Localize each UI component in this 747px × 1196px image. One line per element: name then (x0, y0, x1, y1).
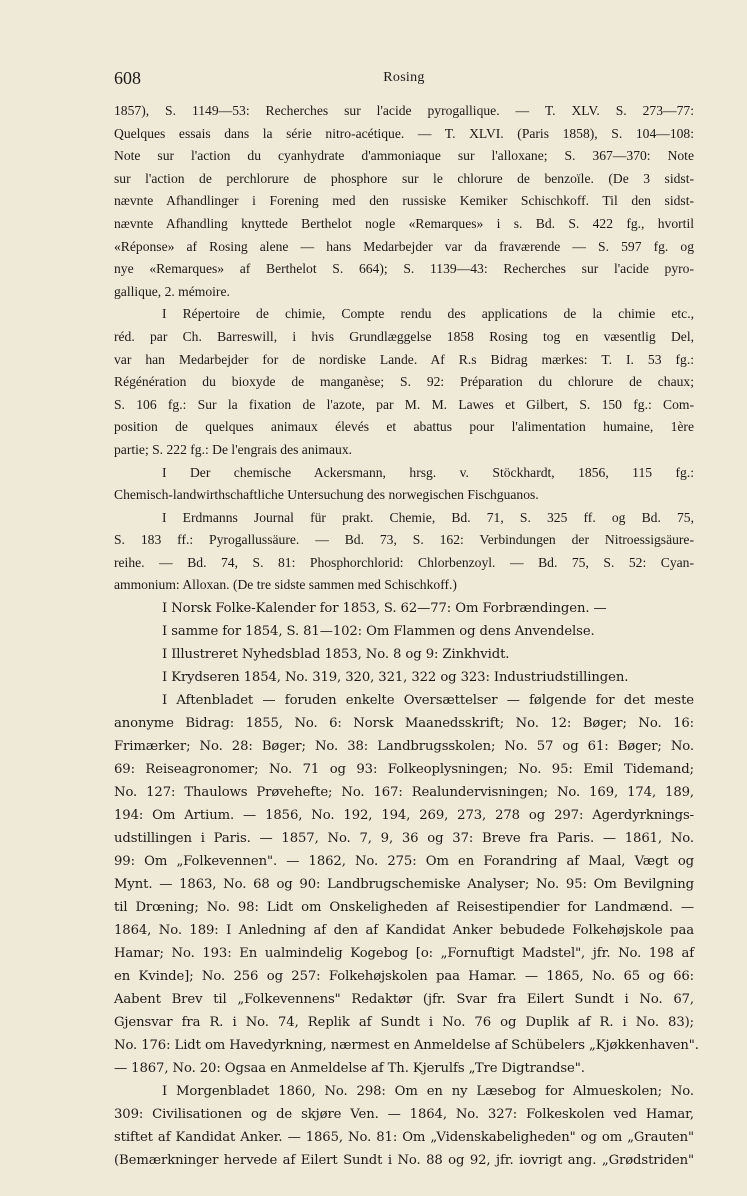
text-line: I Norsk Folke-Kalender for 1853, S. 62—77: Om Forbrændingen. — (162, 601, 607, 617)
text-line: 69: Reiseagronomer; No. 71 og 93: Folkeoplysningen; No. 95: Emil Tidemand; (114, 762, 694, 778)
text-line: gallique, 2. mémoire. (114, 283, 230, 299)
text-line: 194: Om Artium. — 1856, No. 192, 194, 269, 273, 278 og 297: Agerdyrknings- (114, 808, 694, 824)
text-line: sur l'action de perchlorure de phosphore sur le chlorure de benzoïle. (De 3 sidst- (114, 170, 694, 186)
text-line: I Erdmanns Journal für prakt. Chemie, Bd. 71, S. 325 ff. og Bd. 75, (162, 509, 694, 525)
page-header (114, 68, 694, 94)
paragraph-repertoire-de-chimie (114, 303, 694, 461)
text-line: Aabent Brev til „Folkevennens" Redaktør (jfr. Svar fra Eilert Sundt i No. 67, (114, 992, 694, 1008)
text-line: No. 127: Thaulows Prøvehefte; No. 167: Realundervisningen; No. 169, 174, 189, (114, 785, 694, 801)
text-line: «Réponse» af Rosing alene — hans Medarbejder var da fraværende — S. 597 fg. og (114, 238, 694, 254)
text-line: Mynt. — 1863, No. 68 og 90: Landbrugschemiske Analyser; No. 95: Om Bevilgning (114, 877, 694, 893)
text-line: No. 176: Lidt om Havedyrkning, nærmest en Anmeldelse af Schübelers „Kjøkkenhaven". (114, 1038, 699, 1054)
text-line: var han Medarbejder for de nordiske Lande. Af R.s Bidrag mærkes: T. I. 53 fg.: (114, 351, 694, 367)
text-line: I Aftenbladet — foruden enkelte Oversættelser — følgende for det meste (162, 693, 694, 709)
text-line: til Drœning; No. 98: Lidt om Onskeligheden af Reisestipendier for Landmænd. — (114, 900, 694, 916)
text-line: — 1867, No. 20: Ogsaa en Anmeldelse af Th. Kjerulfs „Tre Digtrandse". (114, 1061, 585, 1077)
paragraph-norwegian-periodicals (114, 597, 694, 689)
text-line: nævnte Afhandlinger i Forening med den russiske Kemiker Schischkoff. Til den sidst- (114, 193, 694, 209)
text-line: I Krydseren 1854, No. 319, 320, 321, 322 og 323: Industriudstillingen. (162, 670, 629, 686)
text-line: 1864, No. 189: I Anledning af den af Kandidat Anker bebudede Folkehøjskole paa (114, 923, 694, 939)
text-line: 99: Om „Folkevennen". — 1862, No. 275: Om en Forandring af Maal, Vægt og (114, 854, 694, 870)
paragraph-chemische-ackersmann (114, 462, 694, 507)
text-line: nye «Remarques» af Berthelot S. 664); S. 1139—43: Recherches sur l'acide pyro- (114, 261, 694, 277)
text-line: reihe. — Bd. 74, S. 81: Phosphorchlorid: Chlorbenzoyl. — Bd. 75, S. 52: Cyan- (114, 554, 694, 570)
text-line: I Morgenbladet 1860, No. 298: Om en ny Læsebog for Almueskolen; No. (162, 1084, 694, 1100)
text-line: Hamar; No. 193: En ualmindelig Kogebog [o: „Fornuftigt Madstel", jfr. No. 198 af (114, 946, 694, 962)
text-line: position de quelques animaux élevés et abattus pour l'alimentation humaine, 1ère (114, 419, 694, 435)
page-body (114, 100, 699, 1172)
text-line: I Illustreret Nyhedsblad 1853, No. 8 og 9: Zinkhvidt. (162, 647, 510, 663)
paragraph-aftenbladet (114, 689, 699, 1080)
text-line: Gjensvar fra R. i No. 74, Replik af Sundt i No. 76 og Duplik af R. i No. 83); (114, 1015, 694, 1031)
paragraph-erdmanns-journal (114, 507, 694, 597)
text-line: (Bemærkninger hervede af Eilert Sundt i No. 88 og 92, jfr. iovrigt ang. „Grødstriden" (114, 1153, 694, 1169)
text-line: I Répertoire de chimie, Compte rendu des applications de la chimie etc., (162, 306, 694, 322)
text-line: Frimærker; No. 28: Bøger; No. 38: Landbrugsskolen; No. 57 og 61: Bøger; No. (114, 739, 694, 755)
text-line: Quelques essais dans la série nitro-acétique. — T. XLVI. (Paris 1858), S. 104—108: (114, 125, 694, 141)
page-number: 608 (114, 68, 141, 88)
text-line: Chemisch-landwirthschaftliche Untersuchung des norwegischen Fischguanos. (114, 487, 539, 503)
paragraph-morgenbladet (114, 1080, 694, 1172)
text-line: stiftet af Kandidat Anker. — 1865, No. 81: Om „Videnskabeligheden" og om „Grauten" (114, 1130, 694, 1146)
text-line: I samme for 1854, S. 81—102: Om Flammen og dens Anvendelse. (162, 624, 595, 640)
text-line: partie; S. 222 fg.: De l'engrais des animaux. (114, 441, 353, 457)
text-line: Note sur l'action du cyanhydrate d'ammoniaque sur l'alloxane; S. 367—370: Note (114, 148, 694, 164)
text-line: en Kvinde]; No. 256 og 257: Folkehøjskolen paa Hamar. — 1865, No. 65 og 66: (114, 969, 694, 985)
text-line: 1857), S. 1149—53: Recherches sur l'acide pyrogallique. — T. XLV. S. 273—77: (114, 103, 694, 118)
text-line: réd. par Ch. Barreswill, i hvis Grundlæggelse 1858 Rosing tog en væsentlig Del, (114, 328, 694, 344)
text-line: anonyme Bidrag: 1855, No. 6: Norsk Maanedsskrift; No. 12: Bøger; No. 16: (114, 716, 694, 732)
text-line: udstillingen i Paris. — 1857, No. 7, 9, 36 og 37: Breve fra Paris. — 1861, No. (114, 831, 694, 847)
paragraph-comptes-rendus (114, 100, 694, 303)
text-line: Régénération du bioxyde de manganèse; S. 92: Préparation du chlorure de chaux; (114, 374, 694, 390)
text-line: I Der chemische Ackersmann, hrsg. v. Stöckhardt, 1856, 115 fg.: (162, 464, 694, 480)
text-line: 309: Civilisationen og de skjøre Ven. — 1864, No. 327: Folkeskolen ved Hamar, (114, 1107, 694, 1123)
running-head: Rosing (383, 70, 425, 85)
text-line: S. 106 fg.: Sur la fixation de l'azote, par M. M. Lawes et Gilbert, S. 150 fg.: Com- (114, 396, 694, 412)
text-line: nævnte Afhandling knyttede Berthelot nogle «Remarques» i s. Bd. S. 422 fg., hvortil (114, 215, 694, 231)
text-line: ammonium: Alloxan. (De tre sidste sammen med Schischkoff.) (114, 577, 457, 593)
text-line: S. 183 ff.: Pyrogallussäure. — Bd. 73, S. 162: Verbindungen der Nitroessigsäure- (114, 532, 694, 548)
